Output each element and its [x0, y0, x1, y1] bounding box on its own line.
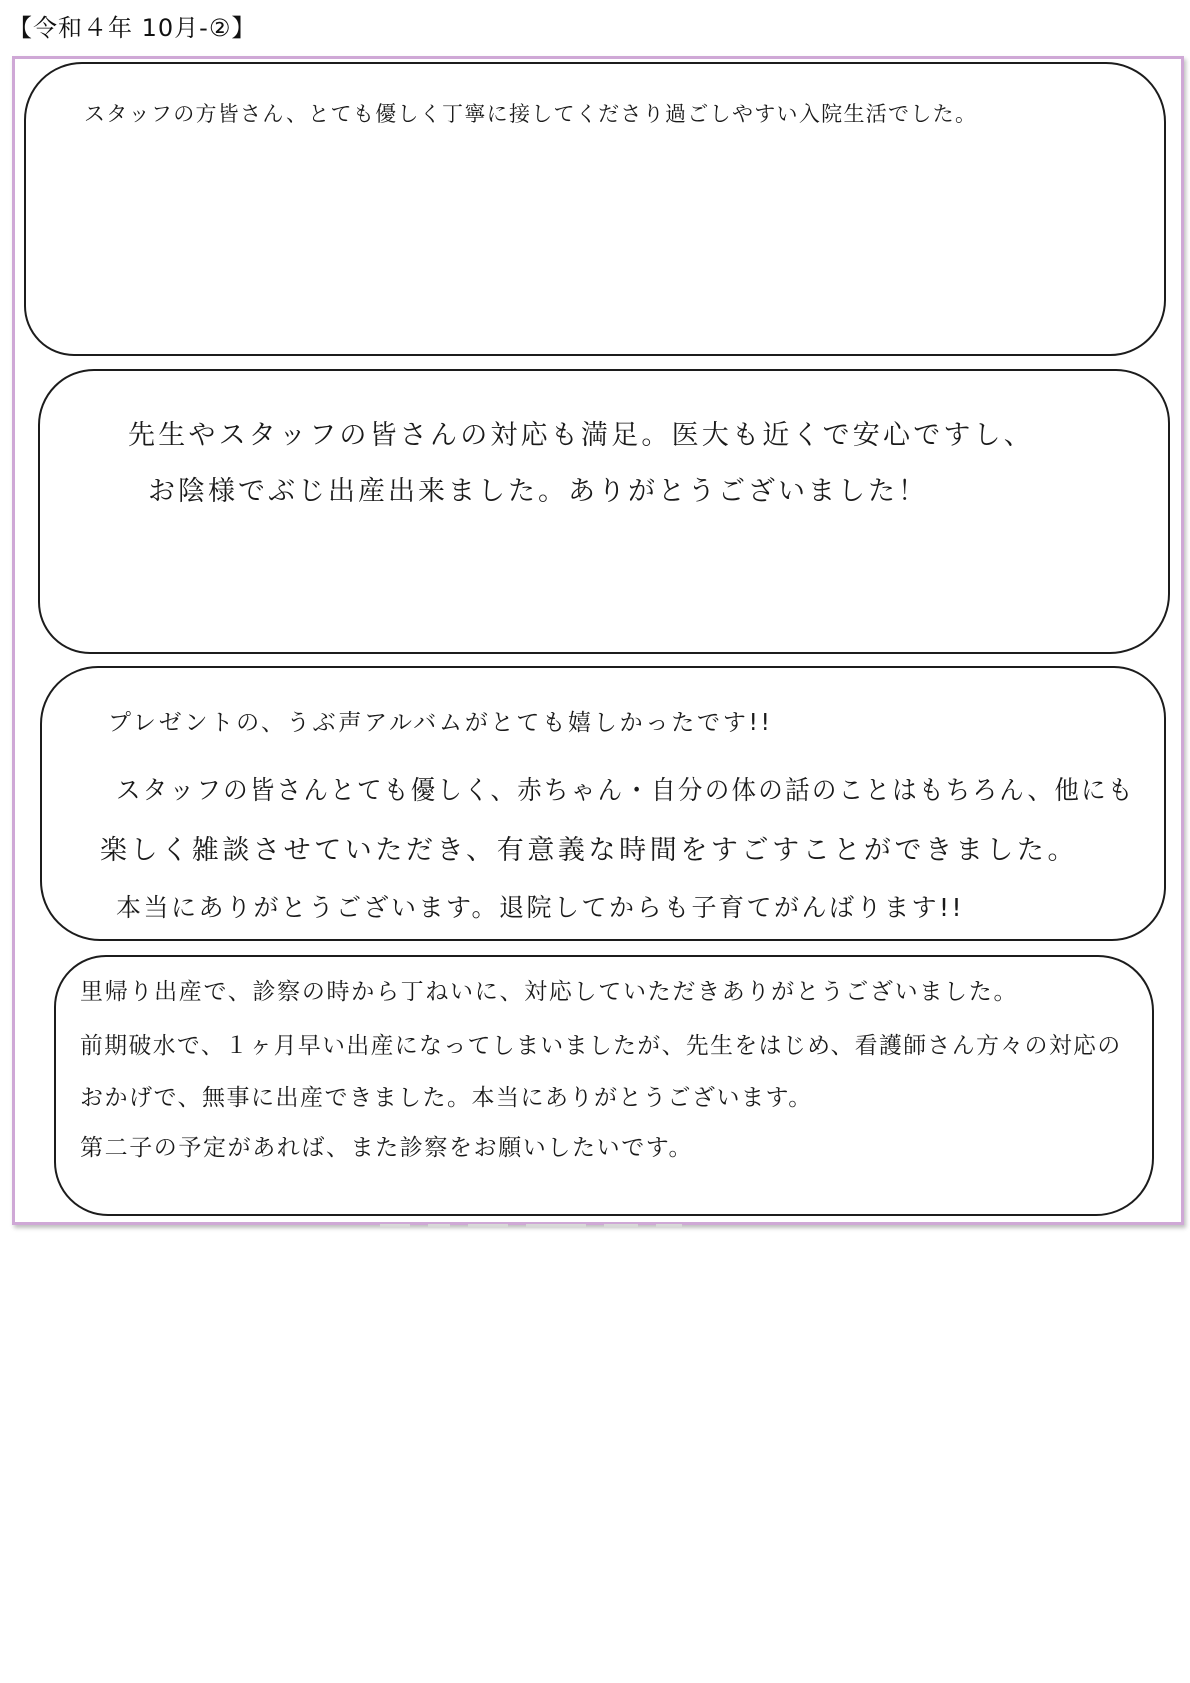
- comment-4-line-4: 第二子の予定があれば、また診察をお願いしたいです。: [80, 1135, 694, 1161]
- comment-card-4: [54, 955, 1154, 1216]
- comment-4-line-2: 前期破水で、１ヶ月早い出産になってしまいましたが、先生をはじめ、看護師さん方々の対応の: [80, 1033, 1122, 1059]
- comment-4-line-1: 里帰り出産で、診察の時から丁ねいに、対応していただきありがとうございました。: [80, 979, 1019, 1005]
- comment-3-line-3: 楽しく雑談させていただき、有意義な時間をすごすことができました。: [100, 835, 1079, 866]
- comment-card-1: [24, 62, 1166, 356]
- comment-3-line-4: 本当にありがとうございます。退院してからも子育てがんばります!!: [116, 893, 965, 922]
- comment-2-line-1: 先生やスタッフの皆さんの対応も満足。医大も近くで安心ですし、: [128, 420, 1034, 451]
- comment-3-line-2: スタッフの皆さんとても優しく、赤ちゃん・自分の体の話のことはもちろん、他にも: [116, 776, 1135, 806]
- comment-3-line-1: プレゼントの、うぶ声アルバムがとても嬉しかったです!!: [108, 710, 773, 736]
- comment-card-3: [40, 666, 1166, 941]
- comment-2-line-2: お陰様でぶじ出産出来ました。ありがとうございました！: [148, 476, 928, 507]
- comment-1-line-1: スタッフの方皆さん、とても優しく丁寧に接してくださり過ごしやすい入院生活でした。: [84, 102, 978, 126]
- comment-4-line-3: おかげで、無事に出産できました。本当にありがとうございます。: [80, 1085, 813, 1111]
- page-title: 【令和４年 10月-②】: [8, 14, 257, 42]
- scan-bleed-through: [380, 1215, 800, 1221]
- comment-card-2: [38, 369, 1170, 654]
